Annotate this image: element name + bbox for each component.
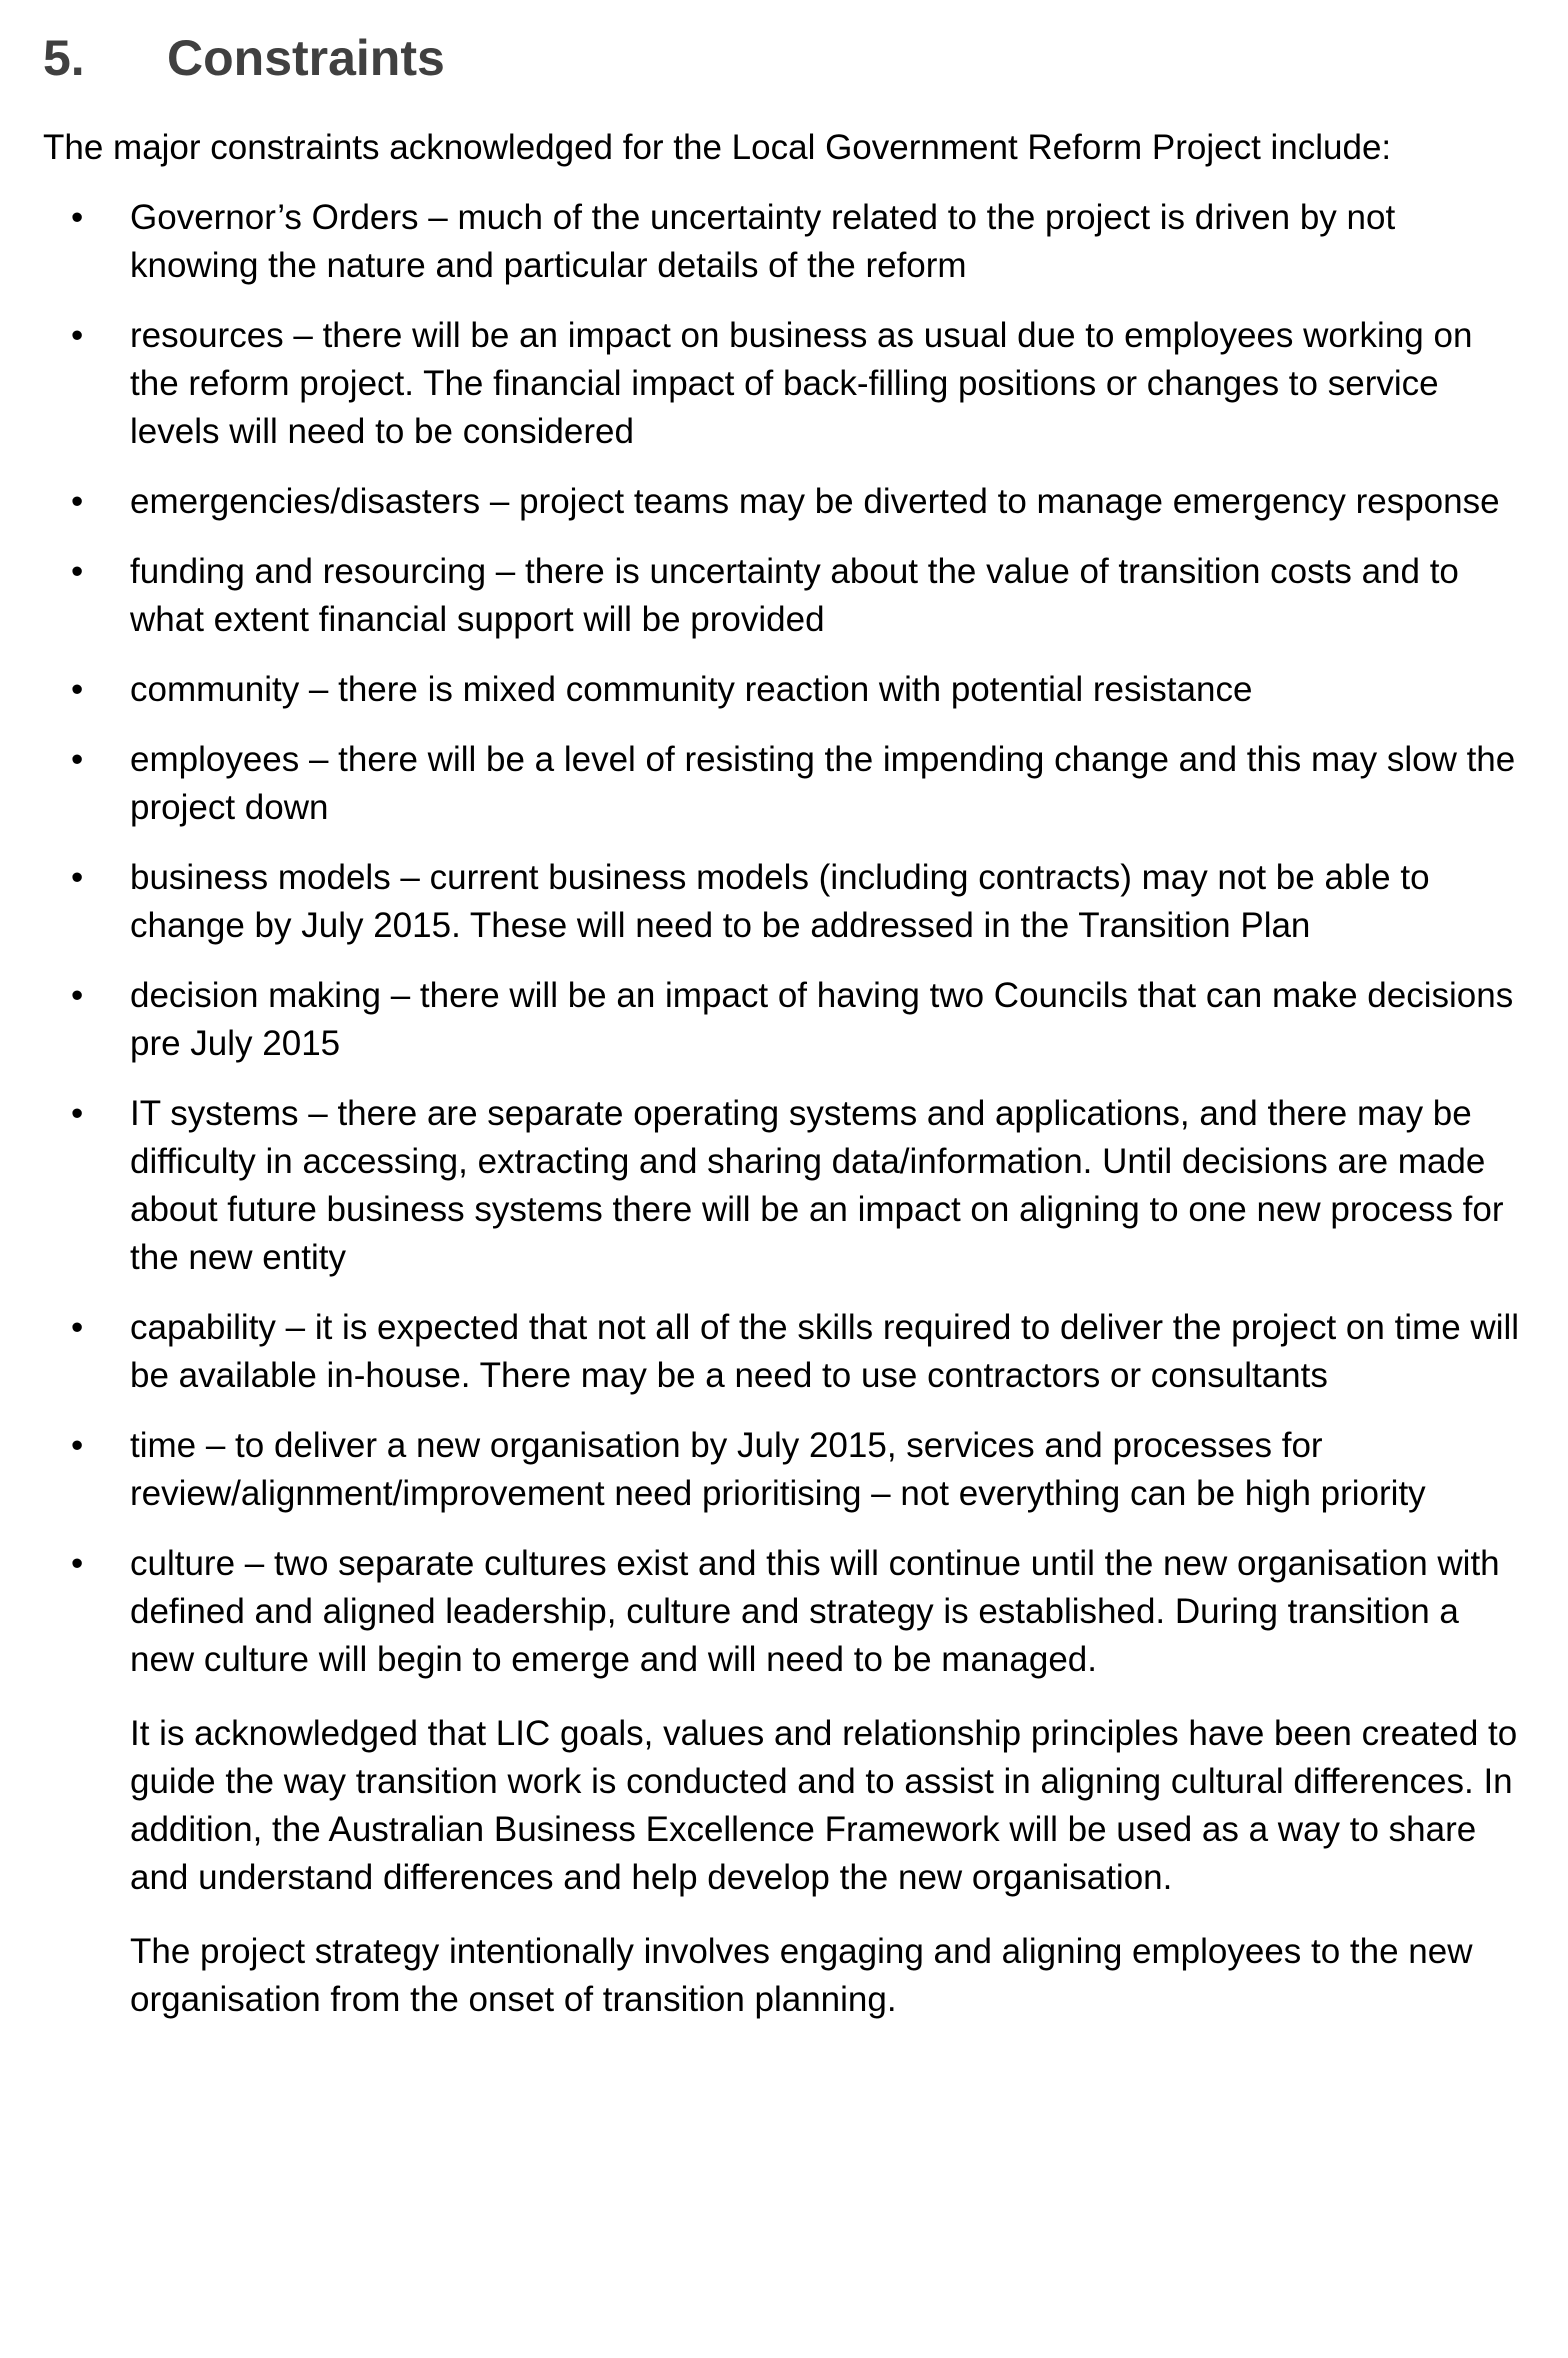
list-item bbox=[43, 194, 1530, 290]
bullet-icon: • bbox=[71, 551, 84, 591]
section-number: 5. bbox=[43, 30, 85, 86]
list-item bbox=[43, 1422, 1530, 1518]
list-item bbox=[43, 1540, 1530, 1684]
list-item bbox=[43, 478, 1530, 526]
list-item bbox=[43, 1304, 1530, 1400]
bullet-icon: • bbox=[71, 315, 84, 355]
bullet-icon: • bbox=[71, 739, 84, 779]
bullet-icon: • bbox=[71, 197, 84, 237]
list-item bbox=[43, 854, 1530, 950]
list-item-text: time – to deliver a new organisation by July 2015, services and processes for review/alignment/improvement need prioritising – not everything can be high priority bbox=[130, 1425, 1426, 1513]
closing-paragraph: The project strategy intentionally involves engaging and aligning employees to the new organisation from the onset of transition planning. bbox=[130, 1931, 1473, 2019]
bullet-icon: • bbox=[71, 481, 84, 521]
list-item bbox=[43, 666, 1530, 714]
bullet-icon: • bbox=[71, 669, 84, 709]
section-heading bbox=[43, 30, 1530, 88]
bullet-icon: • bbox=[71, 975, 84, 1015]
closing-paragraph: It is acknowledged that LIC goals, values and relationship principles have been created to guide the way transition work is conducted and to assist in aligning cultural differences. In addition, the Australian Business Excellence Framework will be used as a way to share and understand differences and help develop the new organisation. bbox=[130, 1713, 1518, 1897]
list-item bbox=[43, 736, 1530, 832]
bullet-icon: • bbox=[71, 857, 84, 897]
list-item-text: business models – current business models (including contracts) may not be able to change by July 2015. These will need to be addressed in the Transition Plan bbox=[130, 857, 1430, 945]
list-item bbox=[43, 312, 1530, 456]
list-item-text: community – there is mixed community reaction with potential resistance bbox=[130, 669, 1253, 709]
bullet-icon: • bbox=[71, 1543, 84, 1583]
list-item-text: capability – it is expected that not all of the skills required to deliver the project on time will be available in-house. There may be a need to use contractors or consultants bbox=[130, 1307, 1520, 1395]
list-item-text: resources – there will be an impact on business as usual due to employees working on the reform project. The financial impact of back-filling positions or changes to service levels will need to be considered bbox=[130, 315, 1473, 451]
list-item-text: employees – there will be a level of resisting the impending change and this may slow the project down bbox=[130, 739, 1516, 827]
bullet-icon: • bbox=[71, 1093, 84, 1133]
list-item-text: Governor’s Orders – much of the uncertainty related to the project is driven by not knowing the nature and particular details of the reform bbox=[130, 197, 1396, 285]
list-item bbox=[43, 972, 1530, 1068]
bullet-icon: • bbox=[71, 1425, 84, 1465]
list-item-text: culture – two separate cultures exist and this will continue until the new organisation with defined and aligned leadership, culture and strategy is established. During transition a new culture will begin to emerge and will need to be managed. bbox=[130, 1543, 1500, 1679]
constraints-list bbox=[43, 194, 1530, 1684]
list-item-text: IT systems – there are separate operating systems and applications, and there may be difficulty in accessing, extracting and sharing data/information. Until decisions are made about future business systems there will be an impact on aligning to one new process for the new entity bbox=[130, 1093, 1504, 1277]
section-title: Constraints bbox=[167, 30, 445, 86]
bullet-icon: • bbox=[71, 1307, 84, 1347]
list-item-text: funding and resourcing – there is uncertainty about the value of transition costs and to what extent financial support will be provided bbox=[130, 551, 1459, 639]
list-item-text: emergencies/disasters – project teams may be diverted to manage emergency response bbox=[130, 481, 1500, 521]
list-item bbox=[43, 548, 1530, 644]
list-item bbox=[43, 1090, 1530, 1282]
list-item-text: decision making – there will be an impact of having two Councils that can make decisions pre July 2015 bbox=[130, 975, 1514, 1063]
intro-paragraph: The major constraints acknowledged for the Local Government Reform Project include: bbox=[43, 127, 1392, 167]
